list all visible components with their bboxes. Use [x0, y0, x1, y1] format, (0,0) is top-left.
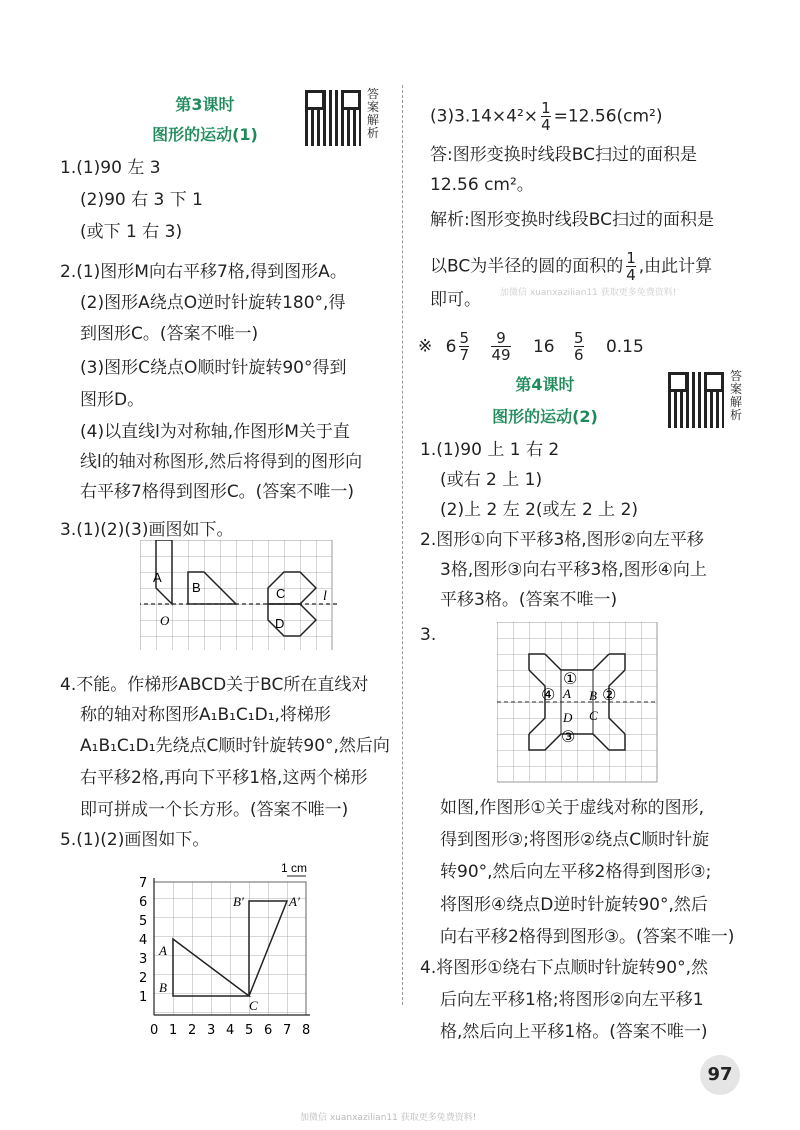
left-line-4: (2)图形A绕点O逆时针旋转180°,得 [80, 293, 346, 313]
right-line-2: 12.56 cm²。 [430, 175, 534, 195]
lesson-title-3: 第3课时 [175, 95, 235, 114]
fig3r-label-b: B [589, 688, 597, 703]
left-line-16: 即可拼成一个长方形。(答案不唯一) [80, 800, 349, 820]
left-line-6: (3)图形C绕点O顺时针旋转90°得到 [80, 358, 347, 378]
fig5-label-ap: A′ [289, 894, 300, 909]
fig3-label-a: A [153, 570, 162, 585]
qr-label: 答案解析 [367, 87, 380, 140]
fig5-label-c: C [249, 998, 258, 1013]
fig3r-circle-2: ② [602, 685, 617, 704]
left-line-9: 线l的轴对称图形,然后将得到的图形向 [80, 452, 363, 472]
fig5-xtick-6: 6 [264, 1023, 273, 1038]
left-line-5: 到图形C。(答案不唯一) [80, 324, 259, 344]
left-line-17: 5.(1)(2)画图如下。 [60, 830, 210, 850]
fig5-xtick-5: 5 [245, 1023, 254, 1038]
right-line-q-14: 格,然后向上平移1格。(答案不唯一) [440, 1022, 708, 1042]
fig5-label-bp: B′ [233, 894, 244, 909]
right-line-q-5: 平移3格。(答案不唯一) [440, 590, 618, 610]
fig5-ytick-5: 5 [139, 914, 148, 929]
fig5-xtick-1: 1 [169, 1023, 178, 1038]
fig5-xtick-8: 8 [302, 1023, 311, 1038]
fraction-1-4: $\frac{1}{4}$ [541, 99, 551, 134]
lesson-title-4: 第4课时 [515, 375, 575, 394]
fig5-xtick-0: 0 [150, 1023, 159, 1038]
right-line-q-11: 向右平移2格得到图形③。(答案不唯一) [440, 927, 735, 947]
figure-5-coordinate-grid [135, 860, 325, 1040]
qr-code-icon[interactable] [305, 90, 361, 146]
fig3-label-o: O [160, 613, 170, 628]
fig3r-circle-1: ① [563, 669, 578, 688]
fig3-label-l: l [323, 589, 327, 604]
left-line-13: 称的轴对称图形A₁B₁C₁D₁,将梯形 [80, 705, 331, 725]
left-line-14: A₁B₁C₁D₁先绕点C顺时针旋转90°,然后向 [80, 736, 390, 756]
right-line-q-2: (2)上 2 左 2(或左 2 上 2) [440, 500, 639, 520]
fig3r-label-a: A [563, 686, 571, 701]
right-line-q-9: 转90°,然后向左平移2格得到图形③; [440, 862, 712, 882]
lesson-subtitle-4: 图形的运动(2) [492, 407, 598, 426]
fig5-ytick-2: 2 [139, 971, 148, 986]
right-line-0: (3)3.14×4²× $\frac{1}{4}$ =12.56(cm²) [430, 99, 663, 134]
left-line-0: 1.(1)90 左 3 [60, 158, 161, 178]
figure-3-grid [140, 540, 340, 650]
right-line-q-13: 后向左平移1格;将图形②向左平移1 [440, 990, 704, 1010]
right-line-q-0: 1.(1)90 上 1 右 2 [420, 440, 560, 460]
fig5-xtick-4: 4 [226, 1023, 235, 1038]
right-line-q-12: 4.将图形①绕右下点顺时针旋转90°,然 [420, 958, 708, 978]
left-line-10: 右平移7格得到图形C。(答案不唯一) [80, 482, 354, 502]
fig3-label-d: D [275, 616, 285, 631]
watermark: 加微信 xuanxazilian11 获取更多免费资料! [500, 288, 677, 298]
fig3-label-b: B [192, 580, 201, 595]
fig5-ytick-6: 6 [139, 895, 148, 910]
fig5-label-a: A [159, 943, 167, 958]
fig5-xtick-2: 2 [188, 1023, 197, 1038]
left-line-2: (或下 1 右 3) [80, 222, 183, 242]
fig5-xtick-7: 7 [283, 1023, 292, 1038]
right-line-q-10: 将图形④绕点D逆时针旋转90°,然后 [440, 895, 708, 915]
right-line-1: 答:图形变换时线段BC扫过的面积是 [430, 145, 697, 165]
lesson-subtitle-3: 图形的运动(1) [152, 125, 258, 144]
left-line-1: (2)90 右 3 下 1 [80, 190, 203, 210]
left-line-8: (4)以直线l为对称轴,作图形M关于直 [80, 422, 350, 442]
fraction-1-4-b: $\frac{1}{4}$ [626, 249, 636, 284]
right-line-5: 即可。 [430, 290, 481, 310]
fig5-ytick-7: 7 [139, 876, 148, 891]
figure-3-right-grid [497, 622, 665, 792]
star-row: ※ 6 $\frac{5}{7}$ $\frac{9}{49}$ 16 $\frac{5}{6}$ 0.15 [418, 329, 644, 364]
fig3r-label-d: D [563, 710, 573, 725]
fig5-xtick-3: 3 [207, 1023, 216, 1038]
right-line-3: 解析:图形变换时线段BC扫过的面积是 [430, 210, 714, 230]
left-line-12: 4.不能。作梯形ABCD关于BC所在直线对 [60, 675, 369, 695]
right-line-q-7: 如图,作图形①关于虚线对称的图形, [440, 798, 705, 818]
left-line-11: 3.(1)(2)(3)画图如下。 [60, 520, 234, 540]
qr-label-2: 答案解析 [730, 369, 743, 422]
right-line-q-1: (或右 2 上 1) [440, 470, 543, 490]
fig5-ytick-3: 3 [139, 952, 148, 967]
right-line-4: 以BC为半径的圆的面积的 $\frac{1}{4}$ ,由此计算 [430, 249, 713, 284]
right-line-q-3: 2.图形①向下平移3格,图形②向左平移 [420, 530, 704, 550]
right-line-q-4: 3格,图形③向右平移3格,图形④向上 [440, 560, 707, 580]
qr-code-icon-2[interactable] [668, 372, 724, 428]
fig3-label-c: C [276, 586, 286, 601]
page-number: 97 [700, 1055, 740, 1095]
fig5-unit: 1 cm [281, 861, 308, 875]
footer-watermark: 加微信 xuanxazilian11 获取更多免费资料! [300, 1113, 477, 1123]
left-line-15: 右平移2格,再向下平移1格,这两个梯形 [80, 768, 368, 788]
fig3r-label-c: C [589, 708, 598, 723]
column-divider [402, 85, 403, 1005]
left-line-7: 图形D。 [80, 390, 145, 410]
fig3r-circle-4: ④ [541, 685, 556, 704]
left-line-3: 2.(1)图形M向右平移7格,得到图形A。 [60, 262, 347, 282]
fig5-ytick-4: 4 [139, 933, 148, 948]
fig5-ytick-1: 1 [139, 990, 148, 1005]
fig3r-circle-3: ③ [561, 727, 576, 746]
right-line-q-8: 得到图形③;将图形②绕点C顺时针旋 [440, 830, 710, 850]
right-line-q-6: 3. [420, 625, 437, 645]
fig5-label-b: B [159, 980, 167, 995]
